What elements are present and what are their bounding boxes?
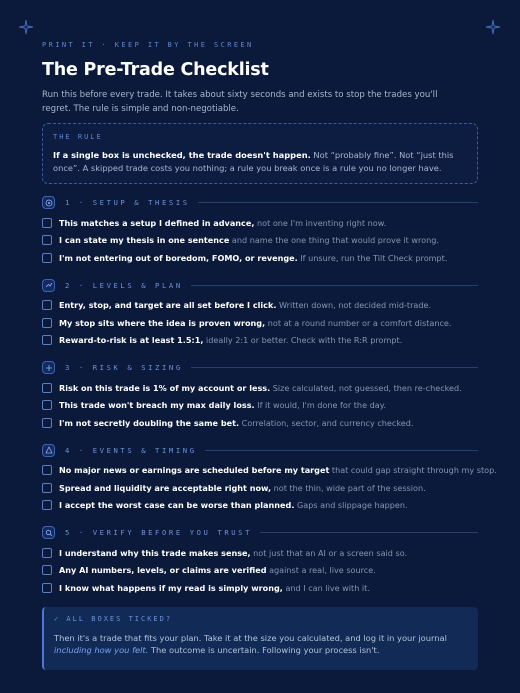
final-label: ✓ ALL BOXES TICKED? [54,614,173,623]
section-header [42,359,478,376]
checkbox[interactable] [42,218,52,228]
section-divider [205,450,478,451]
section-5 [42,524,478,597]
checklist-item [42,314,478,332]
item-rest: ideally 2:1 or better. Check with the R:R prompt. [203,335,403,346]
item-strong: Spread and liquidity are acceptable right now, [59,482,272,493]
checklist-items [42,462,497,515]
checklist-item [42,379,478,397]
checkbox[interactable] [42,300,52,310]
item-rest: Size calculated, not guessed, then re-checked. [270,382,462,393]
item-rest: Correlation, sector, and currency checked. [239,417,414,428]
rule-text [53,149,467,174]
item-rest: If unsure, run the Tilt Check prompt. [297,252,448,263]
item-strong: No major news or earnings are scheduled before my target [59,465,330,476]
item-text [59,318,451,328]
section-divider [260,532,478,533]
checklist-item [42,232,478,250]
rule-rest: Not “probably fine”. Not “just this once”. A skipped trade costs you nothing; a rule you break once is a rule you no longer have. [53,150,454,173]
item-text [59,548,407,558]
checklist-item [42,497,478,515]
checklist-item [42,297,478,315]
checklist-item [42,397,478,415]
scale-icon [42,361,55,374]
final-emphasis: including how you felt. [54,645,149,655]
checkbox[interactable] [42,548,52,558]
item-rest: that could gap straight through my stop. [329,465,497,476]
section-title: 4 · EVENTS & TIMING [65,445,197,455]
item-text [59,253,447,263]
item-text [59,218,386,228]
checklist-item [42,544,478,562]
section-header [42,277,478,294]
item-strong: I accept the worst case can be worse than planned. [59,500,295,511]
section-2 [42,277,478,350]
trend-icon [42,279,55,292]
section-1 [42,194,478,267]
section-divider [198,202,478,203]
checkbox[interactable] [42,565,52,575]
item-strong: This trade won't breach my max daily loss. [59,400,255,411]
checklist-page [42,40,497,670]
checklist-items [42,214,478,267]
item-rest: If it would, I'm done for the day. [254,400,386,411]
item-strong: This matches a setup I defined in advance, [59,217,255,228]
item-text [59,335,402,345]
checkbox[interactable] [42,335,52,345]
item-text [59,583,370,593]
page-title: The Pre-Trade Checklist [42,60,269,80]
item-strong: Risk on this trade is 1% of my account or less. [59,382,271,393]
checklist-item [42,479,478,497]
item-text [59,383,462,393]
item-rest: not at a round number or a comfort distance. [265,317,452,328]
checkbox[interactable] [42,318,52,328]
section-header [42,524,478,541]
kicker: PRINT IT · KEEP IT BY THE SCREEN [42,41,254,49]
item-strong: I'm not entering out of boredom, FOMO, or revenge. [59,252,298,263]
item-rest: not one I'm inventing right now. [254,217,387,228]
checklist-item [42,414,478,432]
section-header [42,194,478,211]
checklist-item [42,462,497,480]
sparkle-icon [19,20,33,34]
item-text [59,483,426,493]
checkbox[interactable] [42,235,52,245]
checklist-items [42,297,478,350]
item-text [59,565,376,575]
item-text [59,300,431,310]
section-title: 1 · SETUP & THESIS [65,198,190,207]
checkbox[interactable] [42,483,52,493]
item-strong: I can state my thesis in one sentence [59,235,230,246]
section-header [42,442,478,459]
section-title: 3 · RISK & SIZING [65,363,183,372]
item-strong: Reward-to-risk is at least 1.5:1, [59,335,204,346]
item-rest: Gaps and slippage happen. [294,500,408,511]
final-text-b: The outcome is uncertain. Following your process isn't. [148,645,380,655]
item-strong: I understand why this trade makes sense, [59,547,251,558]
section-divider [191,367,478,368]
item-text [59,400,386,410]
item-text [59,418,413,428]
item-rest: and I can live with it. [282,582,370,593]
checkbox[interactable] [42,583,52,593]
checkbox[interactable] [42,500,52,510]
intro-text: Run this before every trade. It takes about sixty seconds and exists to stop the trades you'll regret. The rule is simple and non-negotiable. [42,90,438,114]
checklist-item [42,579,478,597]
section-title: 2 · LEVELS & PLAN [65,280,183,290]
checklist-item [42,214,478,232]
item-text [59,500,408,510]
sections [42,194,497,597]
rule-label: THE RULE [53,133,103,141]
rule-strong: If a single box is unchecked, the trade doesn't happen. [53,150,311,160]
final-text [54,632,468,657]
item-strong: I know what happens if my read is simply wrong, [59,582,283,593]
final-box [42,607,478,670]
checkbox[interactable] [42,383,52,393]
item-strong: I'm not secretly doubling the same bet. [59,417,240,428]
item-strong: Entry, stop, and target are all set before I click. [59,300,277,311]
item-rest: and name the one thing that would prove it wrong. [229,235,439,246]
item-rest: not the thin, wide part of the session. [271,482,426,493]
checklist-item [42,562,478,580]
checklist-item [42,332,478,350]
section-3 [42,359,478,432]
item-rest: Written down, not decided mid-trade. [276,300,432,311]
section-4 [42,442,497,515]
rule-box [42,123,478,184]
checklist-item [42,249,478,267]
item-rest: not just that an AI or a screen said so. [250,547,408,558]
checklist-items [42,544,478,597]
item-rest: against a real, live source. [266,565,376,576]
magnifier-icon [42,526,55,539]
checkbox[interactable] [42,418,52,428]
sparkle-icon [486,20,500,34]
section-divider [191,285,478,286]
checkbox[interactable] [42,253,52,263]
final-text-a: Then it's a trade that fits your plan. Take it at the size you calculated, and log it in your journal [54,632,447,643]
checkbox[interactable] [42,465,52,475]
target-icon [42,196,55,209]
item-text [59,235,439,245]
checklist-items [42,379,478,432]
checkbox[interactable] [42,400,52,410]
item-strong: Any AI numbers, levels, or claims are verified [59,565,267,576]
section-title: 5 · VERIFY BEFORE YOU TRUST [65,528,253,537]
item-strong: My stop sits where the idea is proven wrong, [59,317,266,328]
item-text [59,465,497,475]
warning-icon [42,444,55,457]
